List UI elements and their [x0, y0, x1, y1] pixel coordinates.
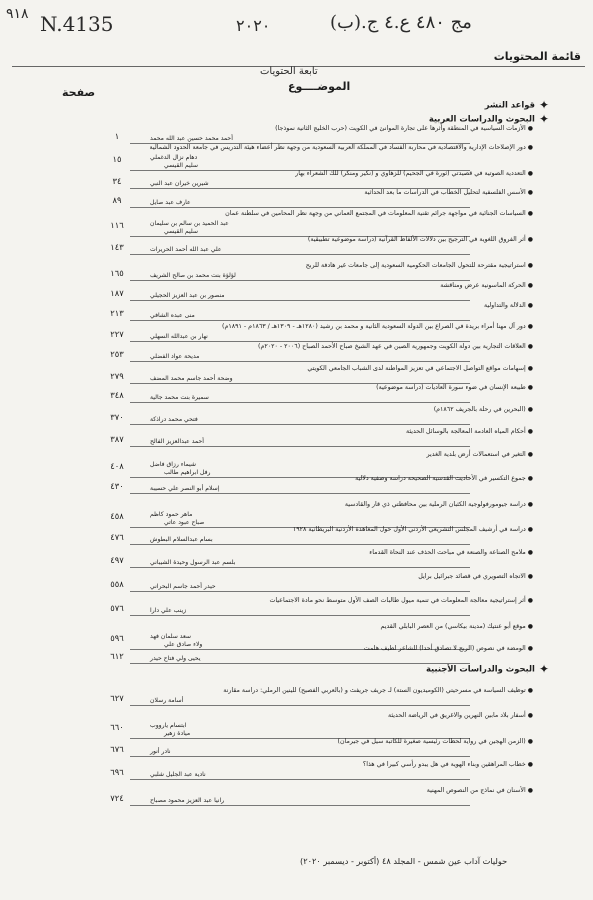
author-underline [130, 446, 470, 447]
bullet-icon: ● [527, 302, 533, 309]
star-bullet-icon: ✦ [538, 112, 549, 126]
entry-page-number: ٣٨٧ [110, 434, 124, 444]
entry-title: ●موقع أبو عنتيك (مدينة بيكاسي) من العصر البابلي القديم [380, 623, 533, 630]
bullet-icon: ● [527, 236, 533, 243]
bullet-icon: ● [527, 526, 533, 533]
entry-page-number: ١ [114, 131, 120, 141]
entry-author: بسام عبدالسلام البطوش [150, 536, 213, 543]
bullet-icon: ● [527, 262, 533, 269]
bullet-icon: ● [527, 210, 533, 217]
entry-title: ●التعددية الصوتية في قصيدتي (ثورة في الجحيم) للزهاوي و (نكير ومنكر) للك الشعراء بهار [295, 170, 533, 177]
contents-entry [0, 787, 593, 817]
author-underline [130, 280, 470, 281]
entry-title: ●أثر إستراتيجية معالجة المعلومات في تنمية ميول طالبات الصف الأول متوسط نحو مادة الاجتماعيات [269, 597, 533, 604]
entry-page-number: ١٥ [112, 154, 122, 164]
entry-page-number: ٦٩٦ [110, 767, 124, 777]
entry-author: رانيا عبد العزيز محمود مصباح [150, 797, 225, 804]
handwritten-year: ٢٠٢٠ [236, 16, 271, 35]
entry-author: إسلام أبو النصر علي حسيبة [150, 485, 220, 492]
section-heading-arabic: ✦البحوث والدراسات العربية [428, 112, 549, 126]
bullet-icon: ● [527, 428, 533, 435]
bullet-icon: ● [527, 573, 533, 580]
entry-author: بلسم عبد الرسول وحيدة الشيباني [150, 559, 236, 566]
bullet-icon: ● [527, 323, 533, 330]
entry-title: ●السياسات الجنائية في مواجهة جرائم تقنية المعلومات في المجتمع العماني من وجهة نظر المحامين في سلطنة عمان [225, 210, 533, 217]
footer: حوليات آداب عين شمس - المجلد ٤٨ (أكتوبر - ديسمبر ٢٠٢٠) [300, 856, 508, 866]
bullet-icon: ● [527, 712, 533, 719]
entry-page-number: ٦٢٧ [110, 693, 124, 703]
bullet-icon: ● [527, 761, 533, 768]
entry-title: ●طبيعة الإنسان في ضوء سورة العاديات (دراسة موضوعية) [376, 384, 533, 391]
entry-title: ●أحكام المياه العادمة المعالجة بالوسائل الحديثة [405, 428, 533, 435]
entry-page-number: ١٨٧ [110, 288, 124, 298]
bullet-icon: ● [527, 343, 533, 350]
bullet-icon: ● [527, 645, 533, 652]
author-underline [130, 361, 470, 362]
entry-page-number: ٢٥٣ [110, 349, 124, 359]
entry-page-number: ٤٣٠ [110, 481, 124, 491]
section-heading-rules: ✦قواعد النشر [484, 98, 549, 112]
entry-author: نادية عبد الجليل شلبي [150, 771, 206, 778]
entry-author: ولاء صادق علي [164, 641, 203, 648]
handwritten-reference: N.4135 [40, 12, 114, 36]
entry-page-number: ٧٢٤ [110, 793, 124, 803]
entry-author: سعد سلمان فهد [150, 633, 192, 640]
entry-author: رفل ابراهيم طالب [164, 469, 211, 476]
author-underline [130, 591, 470, 592]
entry-author: ابتسام يارووب [150, 722, 187, 729]
entry-page-number: ١١٦ [110, 220, 124, 230]
section-heading-foreign: ✦البحوث والدراسات الأجنبية [425, 662, 549, 676]
entry-author: لؤلؤة بنت محمد بن صالح الشريف [150, 272, 236, 279]
entry-page-number: ٤٠٨ [110, 461, 124, 471]
entry-title: ●الأسس الفلسفية لتحليل الخطاب في الدراسات ما بعد الحداثية [364, 189, 533, 196]
entry-author: سليم القيسي [164, 228, 198, 235]
entry-title: ●(الزمن الهجين في رواية لحظات رئيسية صغيرة للكاتبة سيل في جيرمان) [337, 738, 533, 745]
entry-page-number: ٣٤٨ [110, 390, 124, 400]
entry-page-number: ٤٧٦ [110, 532, 124, 542]
entry-title: ●الومضة في نصوص (الربح لا تصادق أحدا) للشاعر لطيف هلمت [363, 645, 533, 652]
star-bullet-icon: ✦ [538, 662, 549, 676]
entry-author: عبد الحميد بن سالم بن سليمان [150, 220, 229, 227]
bullet-icon: ● [527, 501, 533, 508]
author-underline [130, 493, 470, 494]
entry-title: ●الأسنان في نماذج من النصوص المهنية [426, 787, 533, 794]
bullet-icon: ● [527, 170, 533, 177]
entry-author: مديحة عواد الفضلي [150, 353, 200, 360]
entry-page-number: ٤٩٧ [110, 555, 124, 565]
entry-author: شيماء رزاق فاضل [150, 461, 196, 468]
entry-title: ●دراسة جيومورفولوجية الكثبان الرملية بين محافظتي ذي قار والقادسية [344, 501, 533, 508]
bullet-icon: ● [527, 282, 533, 289]
author-underline [130, 207, 470, 208]
contents-entry [0, 645, 593, 675]
running-title: قائمة المحتويات [493, 50, 581, 63]
entry-author: نادر أنور [150, 748, 171, 755]
entry-page-number: ٢٧٩ [110, 371, 124, 381]
entry-title: ●دور آل مهنا أمراء بريدة في الصراع بين الدولة السعودية الثانية و محمد بن رشيد (١٢٨٠هـ - ١٣٠٩هـ / ١٨٦٣م - ١٨٩١م) [222, 323, 533, 330]
author-underline [130, 756, 470, 757]
entry-author: أسامة رسلان [150, 697, 184, 704]
handwritten-volume-code: مج ٤٨٠ ع.٤ ج.(ب) [330, 12, 472, 33]
page-column-heading: صفحة [62, 86, 96, 99]
entry-author: دهام نزال الدغملي [150, 154, 198, 161]
bullet-icon: ● [527, 623, 533, 630]
entry-page-number: ٥٩٦ [110, 633, 124, 643]
entry-title: ●الأزمات السياسية في المنطقة وأثرها على تجارة الموانئ في الكويت (حرب الخليج الثانية نموذجا) [275, 125, 533, 132]
entry-page-number: ٦٧٦ [110, 744, 124, 754]
entry-page-number: ٥٥٨ [110, 579, 124, 589]
handwritten-page-number: ٩١٨ [6, 6, 29, 22]
author-underline [130, 424, 470, 425]
author-underline [130, 320, 470, 321]
author-underline [130, 544, 470, 545]
bullet-icon: ● [527, 125, 533, 132]
author-underline [130, 805, 470, 806]
entry-author: عارف عبد صايل [150, 199, 191, 206]
entry-title: ●جموع التكسير في الأحاديث القدسية الصحيحة دراسة وصفية دلالية [355, 475, 533, 482]
entry-page-number: ٦٦٠ [110, 722, 124, 732]
entry-title: ●التغير في استعمالات أرض بلدية الغدير [426, 451, 533, 458]
author-underline [130, 341, 470, 342]
entry-title: ●استراتيجية مقترحة للتحول الجامعات الحكومية السعودية إلى جامعات غير هادفة للربح [305, 262, 533, 269]
entry-page-number: ٢٢٧ [110, 329, 124, 339]
entry-author: ميادة زهير [164, 730, 191, 737]
entry-title: ●دراسة في أرشيف المجلس التشريعي الأردني الأول حول المعاهدة الأردنية البريطانية ١٩٢٨ [292, 526, 533, 533]
bullet-icon: ● [527, 189, 533, 196]
author-underline [130, 779, 470, 780]
entry-author: سميرة بنت محمد جالية [150, 394, 209, 401]
bullet-icon: ● [527, 384, 533, 391]
entry-author: زينب علي دارا [150, 607, 187, 614]
author-underline [130, 705, 470, 706]
entry-page-number: ١٦٥ [110, 268, 124, 278]
entry-author: نهار بن عبدالله السهلي [150, 333, 208, 340]
entry-page-number: ٦١٢ [110, 651, 124, 661]
entry-title: ●العلاقات التجارية بين دولة الكويت وجمهورية الصين في عهد الشيخ صباح الأحمد الصباح (٢٠٠٦ - ٢٠٢٠م) [257, 343, 533, 350]
entry-author: صباح عبود عاتي [164, 519, 205, 526]
entry-author: علي عبد الله أحمد الحريرات [150, 246, 222, 253]
entry-author: وضحة أحمد جاسم محمد المضف [150, 375, 233, 382]
entry-page-number: ٣٤ [112, 176, 122, 186]
entry-page-number: ٨٩ [112, 195, 122, 205]
bullet-icon: ● [527, 549, 533, 556]
entry-title: ●ملامح الصناعة والصنعة في مباحث الحذف عند النحاة القدماء [369, 549, 533, 556]
entry-author: أحمد محمد حسين عبد الله محمد [150, 135, 233, 142]
entry-title: ●الحركة الماسونية عرض ومناقشة [440, 282, 533, 289]
entry-author: منصور بن عبد العزيز الحجيلي [150, 292, 225, 299]
entry-title: ●أسفار بلاد مابين النهرين والاغريق في الرياضة الحديثة [388, 712, 533, 719]
bullet-icon: ● [527, 687, 533, 694]
author-underline [130, 615, 470, 616]
bullet-icon: ● [527, 597, 533, 604]
entry-page-number: ٢١٣ [110, 308, 124, 318]
entry-title: ●الدلالة والتداولية [483, 302, 533, 309]
star-bullet-icon: ✦ [538, 98, 549, 112]
entry-author: يحيى ولي فتاح حيدر [150, 655, 201, 662]
entry-title: ●أثر الفروق اللغوية في الترجيح بين دلالات الألفاظ القرآنية (دراسة موضوعية تطبيقية) [307, 236, 533, 243]
bullet-icon: ● [527, 787, 533, 794]
author-underline [130, 300, 470, 301]
entry-page-number: ٣٧٠ [110, 412, 124, 422]
entry-title: ●دور الإصلاحات الإدارية والاقتصادية في محاربة الفساد في المملكة العربية السعودية من وجهة نظر أعضاء هيئة التدريس في جامعة الحدود الشمالية [149, 144, 533, 151]
entry-author: أحمد عبدالعزيز الفالح [150, 438, 204, 445]
author-underline [130, 567, 470, 568]
bullet-icon: ● [527, 451, 533, 458]
entry-title: ●توظيف السياسة في مسرحيتي (الكوميديون الستة) لـ جريف جريفث و (بالعربي الفصيح) للينين الرملي: دراسة مقارنة [223, 687, 533, 694]
entry-title: ●إسهامات مواقع التواصل الاجتماعي في تعزيز المواطنة لدى الشباب الجامعي الكويتي [307, 365, 533, 372]
entry-title: ●خطاب المراهقين وبناء الهوية في هل يبدو رأسي كبيرا في هذا؟ [362, 761, 533, 768]
entry-title: ●(البحرين في رحلة بالجريف ١٨٦٢م) [433, 406, 533, 413]
entry-page-number: ٤٥٨ [110, 511, 124, 521]
entry-author: فتحي محمد دراذكة [150, 416, 198, 423]
bullet-icon: ● [527, 738, 533, 745]
author-underline [130, 402, 470, 403]
entry-author: سليم القيسي [164, 162, 198, 169]
entry-author: ماهر حمود كاظم [150, 511, 193, 518]
entry-page-number: ٥٧٦ [110, 603, 124, 613]
author-underline [130, 254, 470, 255]
entry-author: منى عبده الشافي [150, 312, 195, 319]
entry-author: شيرين خيران عبد النبي [150, 180, 209, 187]
subject-column-heading: الموضــــوع [288, 80, 351, 93]
bullet-icon: ● [527, 475, 533, 482]
bullet-icon: ● [527, 365, 533, 372]
bullet-icon: ● [527, 406, 533, 413]
handwritten-subheading: تابعة الحتويات [260, 66, 318, 77]
entry-author: حيدر أحمد جاسم البحراني [150, 583, 216, 590]
entry-page-number: ١٤٣ [110, 242, 124, 252]
entry-title: ●الاتجاه التصويري في قصائد جبرائيل برايل [418, 573, 533, 580]
author-underline [130, 663, 470, 664]
bullet-icon: ● [527, 144, 533, 151]
